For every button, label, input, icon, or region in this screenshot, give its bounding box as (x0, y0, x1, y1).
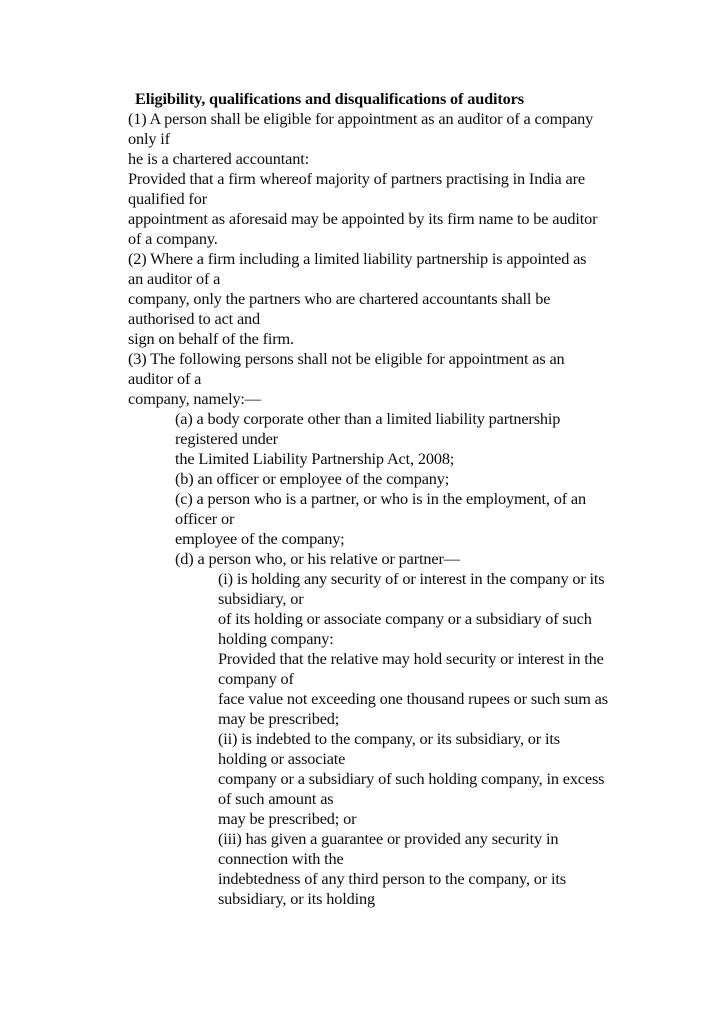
text-line: (d) a person who, or his relative or partner— (175, 549, 460, 568)
document-body (128, 109, 668, 909)
text-line: the Limited Liability Partnership Act, 2008; (175, 449, 455, 468)
text-line: employee of the company; (175, 529, 345, 548)
text-line: of its holding or associate company or a subsidiary of such (218, 609, 592, 628)
text-line: registered under (175, 429, 278, 448)
document-content (128, 89, 668, 909)
text-line: may be prescribed; (218, 709, 340, 728)
text-line: authorised to act and (128, 309, 261, 328)
text-line: company, only the partners who are chartered accountants shall be (128, 289, 551, 308)
text-line: (b) an officer or employee of the company; (175, 469, 450, 488)
text-line: (2) Where a firm including a limited liability partnership is appointed as (128, 249, 587, 268)
text-line: indebtedness of any third person to the company, or its (218, 869, 566, 888)
text-line: (i) is holding any security of or interest in the company or its (218, 569, 605, 588)
document-heading: Eligibility, qualifications and disqualifications of auditors (135, 89, 524, 108)
text-line: appointment as aforesaid may be appointed by its firm name to be auditor (128, 209, 598, 228)
text-line: (1) A person shall be eligible for appointment as an auditor of a company (128, 109, 594, 128)
text-line: subsidiary, or (218, 589, 304, 608)
text-line: (a) a body corporate other than a limited liability partnership (175, 409, 561, 428)
text-line: he is a chartered accountant: (128, 149, 309, 168)
text-line: (iii) has given a guarantee or provided any security in (218, 829, 559, 848)
text-line: face value not exceeding one thousand rupees or such sum as (218, 689, 608, 708)
text-line: of a company. (128, 229, 218, 248)
text-line: company of (218, 669, 294, 688)
text-line: (3) The following persons shall not be eligible for appointment as an (128, 349, 565, 368)
text-line: holding or associate (218, 749, 346, 768)
text-line: may be prescribed; or (218, 809, 357, 828)
text-line: company or a subsidiary of such holding company, in excess (218, 769, 605, 788)
text-line: sign on behalf of the firm. (128, 329, 294, 348)
text-line: Provided that a firm whereof majority of partners practising in India are (128, 169, 585, 188)
text-line: (ii) is indebted to the company, or its subsidiary, or its (218, 729, 560, 748)
text-line: (c) a person who is a partner, or who is in the employment, of an (175, 489, 586, 508)
text-line: subsidiary, or its holding (218, 889, 375, 908)
text-line: officer or (175, 509, 235, 528)
text-line: of such amount as (218, 789, 334, 808)
text-line: qualified for (128, 189, 207, 208)
text-line: auditor of a (128, 369, 202, 388)
text-line: Provided that the relative may hold security or interest in the (218, 649, 604, 668)
text-line: holding company: (218, 629, 334, 648)
text-line: connection with the (218, 849, 344, 868)
text-line: only if (128, 129, 170, 148)
text-line: an auditor of a (128, 269, 221, 288)
text-line: company, namely:— (128, 389, 261, 408)
